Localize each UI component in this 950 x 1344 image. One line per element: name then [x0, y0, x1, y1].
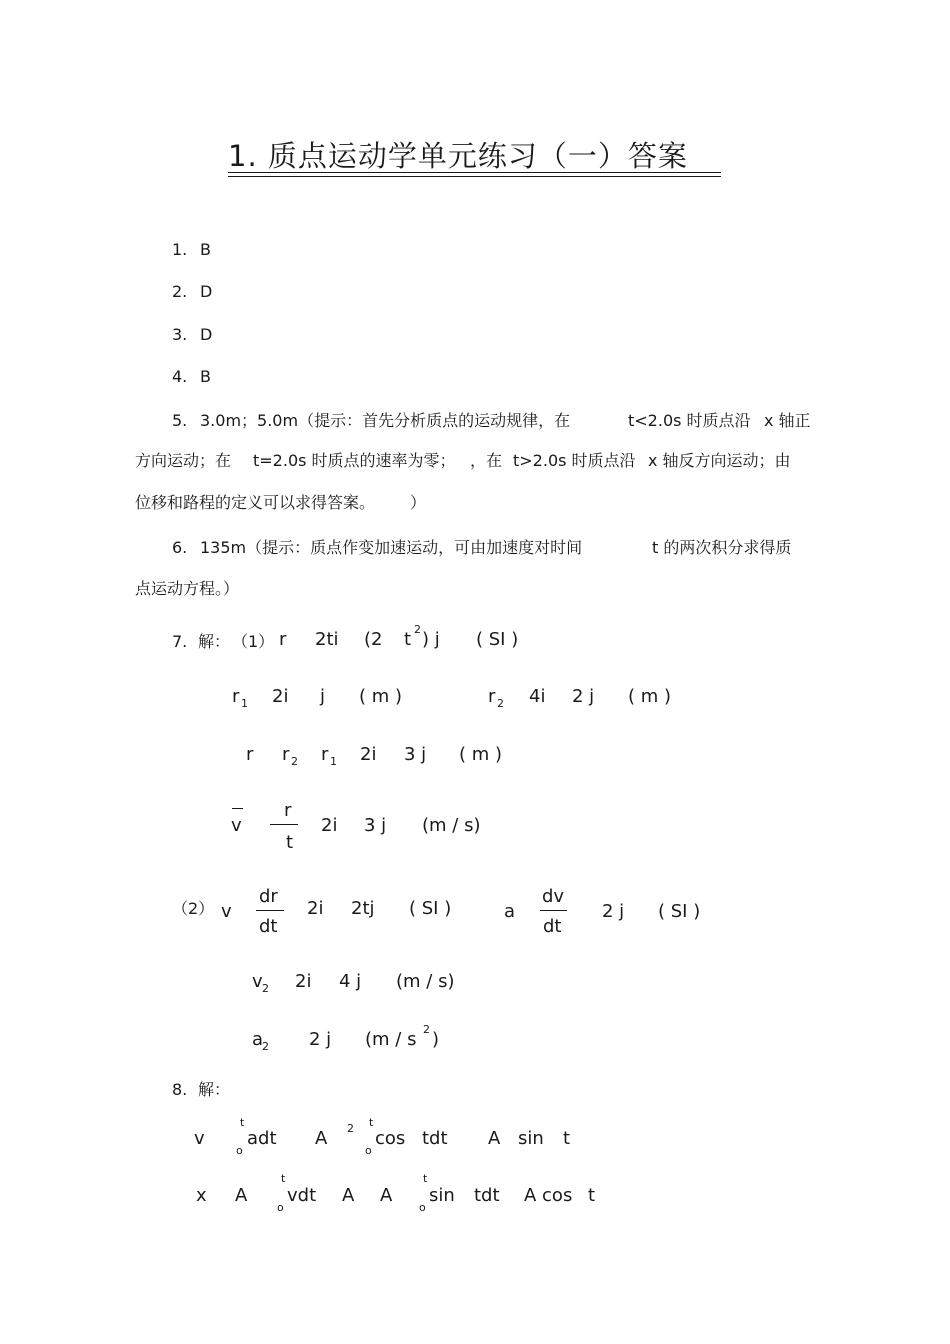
answer-6-number: 6.: [172, 538, 188, 557]
answer-5-number: 5.: [172, 411, 188, 430]
answer-7-number: 7.: [172, 632, 188, 651]
eq1-r: r: [279, 629, 287, 650]
q8-eq2-integrand-1: vdt: [287, 1185, 317, 1206]
eq5-v-term2: 2tj: [351, 898, 375, 919]
eq5-a-fraction-bar: [540, 910, 567, 911]
q8-eq1-result-amplitude: A: [488, 1128, 501, 1149]
eq2-r2-unit: ( m ): [628, 686, 672, 707]
eq5-a-numerator: dv: [542, 886, 565, 907]
q8-eq1-tdt: tdt: [422, 1128, 448, 1149]
eq1-term2-t: t: [404, 629, 412, 650]
q8-eq2-tdt: tdt: [474, 1185, 500, 1206]
eq1-term1: 2ti: [315, 629, 339, 650]
q8-eq2-t: t: [588, 1185, 596, 1206]
eq5-a-term: 2 j: [602, 901, 625, 922]
eq3-term1: 2i: [360, 744, 377, 765]
eq5-v: v: [221, 901, 232, 922]
q8-eq1-exponent: 2: [347, 1122, 354, 1135]
eq7-unit-close: ): [432, 1029, 440, 1050]
page-title: 1. 质点运动学单元练习（一）答案: [228, 139, 688, 173]
answer-1-number: 1.: [172, 240, 188, 259]
q8-eq1-cos: cos: [375, 1128, 406, 1149]
eq5-v-denominator: dt: [259, 916, 278, 937]
q8-eq2-term-a: A: [342, 1185, 355, 1206]
title-underline-top: [228, 172, 721, 173]
eq6-v2-subscript: 2: [262, 982, 269, 995]
q8-eq2-lower-limit-2: o: [419, 1201, 426, 1214]
answer-6-line2: 点运动方程。）: [135, 579, 240, 598]
eq4-term2: 3 j: [364, 815, 387, 836]
answer-5-line2-c: ，在: [470, 451, 503, 470]
answer-7-part-1-label: （1）: [232, 632, 275, 651]
eq6-v2: v: [252, 971, 263, 992]
answer-8-solution-label: 解：: [198, 1080, 231, 1099]
answer-5-line2-d: t>2.0s 时质点沿: [513, 451, 636, 470]
eq1-term2-close: ) j: [422, 629, 440, 650]
q8-eq2-sin: sin: [429, 1185, 455, 1206]
eq2-r1-unit: ( m ): [359, 686, 403, 707]
eq5-v-term1: 2i: [307, 898, 324, 919]
eq4-v: v: [231, 815, 242, 836]
q8-eq1-amplitude: A: [315, 1128, 328, 1149]
q8-eq1-upper-limit-1: t: [240, 1116, 245, 1129]
q8-eq1-lower-limit-2: o: [365, 1144, 372, 1157]
answer-4-text: B: [200, 367, 211, 386]
eq7-a2-subscript: 2: [262, 1040, 269, 1053]
eq5-a-denominator: dt: [543, 916, 562, 937]
eq4-mean-bar: [232, 808, 243, 809]
eq1-unit: ( SI ): [476, 629, 519, 650]
q8-eq1-v: v: [194, 1128, 205, 1149]
answer-1-text: B: [200, 240, 211, 259]
eq3-delta-r: r: [246, 744, 254, 765]
q8-eq2-lower-limit-1: o: [277, 1201, 284, 1214]
q8-eq1-integrand-1: adt: [247, 1128, 277, 1149]
eq7-a2: a: [252, 1029, 264, 1050]
answer-2-text: D: [200, 282, 213, 301]
eq6-unit: (m / s): [396, 971, 455, 992]
eq2-r2: r: [488, 686, 496, 707]
answer-6-line1-a: 135m（提示：质点作变加速运动，可由加速度对时间: [200, 538, 583, 557]
answer-5-line3-a: 位移和路程的定义可以求得答案。: [135, 493, 376, 512]
eq5-v-unit: ( SI ): [409, 898, 452, 919]
q8-eq2-upper-limit-1: t: [281, 1172, 286, 1185]
eq3-r2-subscript: 2: [291, 755, 298, 768]
eq4-numerator: r: [284, 800, 292, 821]
eq2-r2-term1: 4i: [529, 686, 546, 707]
q8-eq2-term-b: A: [380, 1185, 393, 1206]
eq2-r1: r: [232, 686, 240, 707]
eq7-unit-open: (m / s: [365, 1029, 417, 1050]
eq4-unit: (m / s): [422, 815, 481, 836]
eq3-r1: r: [321, 744, 329, 765]
eq2-r1-term2: j: [320, 686, 326, 707]
q8-eq2-x: x: [196, 1185, 207, 1206]
eq1-term2-open: (2: [364, 629, 383, 650]
eq3-r1-subscript: 1: [330, 755, 337, 768]
answer-3-number: 3.: [172, 325, 188, 344]
eq6-term2: 4 j: [339, 971, 362, 992]
title-underline-bottom: [228, 176, 721, 177]
eq4-denominator: t: [286, 832, 294, 853]
eq2-r2-subscript: 2: [497, 697, 504, 710]
answer-5-line1-b: t<2.0s 时质点沿: [628, 411, 751, 430]
q8-eq1-upper-limit-2: t: [369, 1116, 374, 1129]
eq7-term: 2 j: [309, 1029, 332, 1050]
eq5-a: a: [504, 901, 516, 922]
eq5-v-numerator: dr: [259, 886, 278, 907]
eq2-r2-term2: 2 j: [572, 686, 595, 707]
answer-5-line2-b: t=2.0s 时质点的速率为零；: [253, 451, 456, 470]
eq4-term1: 2i: [321, 815, 338, 836]
answer-7-solution-label: 解：: [198, 632, 231, 651]
answer-8-number: 8.: [172, 1080, 188, 1099]
eq5-a-unit: ( SI ): [658, 901, 701, 922]
answer-5-line2-a: 方向运动；在: [135, 451, 232, 470]
answer-2-number: 2.: [172, 282, 188, 301]
answer-6-line1-b: t 的两次积分求得质: [652, 538, 792, 557]
eq2-r1-subscript: 1: [241, 697, 248, 710]
q8-eq2-amplitude: A: [235, 1185, 248, 1206]
eq5-v-fraction-bar: [256, 910, 284, 911]
eq1-exponent: 2: [414, 623, 421, 636]
eq3-unit: ( m ): [459, 744, 503, 765]
q8-eq1-t: t: [563, 1128, 571, 1149]
answer-5-line2-e: x 轴反方向运动；由: [648, 451, 791, 470]
q8-eq1-sin: sin: [518, 1128, 544, 1149]
answer-5-line3-b: ）: [410, 493, 427, 512]
q8-eq2-result: A cos: [524, 1185, 573, 1206]
eq6-term1: 2i: [295, 971, 312, 992]
eq7-exponent: 2: [423, 1023, 430, 1036]
answer-5-line1-c: x 轴正: [764, 411, 811, 430]
eq3-r2: r: [282, 744, 290, 765]
eq2-r1-term1: 2i: [272, 686, 289, 707]
eq3-term2: 3 j: [404, 744, 427, 765]
eq4-fraction-bar: [270, 824, 298, 825]
answer-5-line1-a: 3.0m；5.0m（提示：首先分析质点的运动规律，在: [200, 411, 571, 430]
q8-eq1-lower-limit-1: o: [236, 1144, 243, 1157]
answer-7-part-2-label: （2）: [172, 899, 215, 918]
answer-4-number: 4.: [172, 367, 188, 386]
q8-eq2-upper-limit-2: t: [423, 1172, 428, 1185]
answer-3-text: D: [200, 325, 213, 344]
